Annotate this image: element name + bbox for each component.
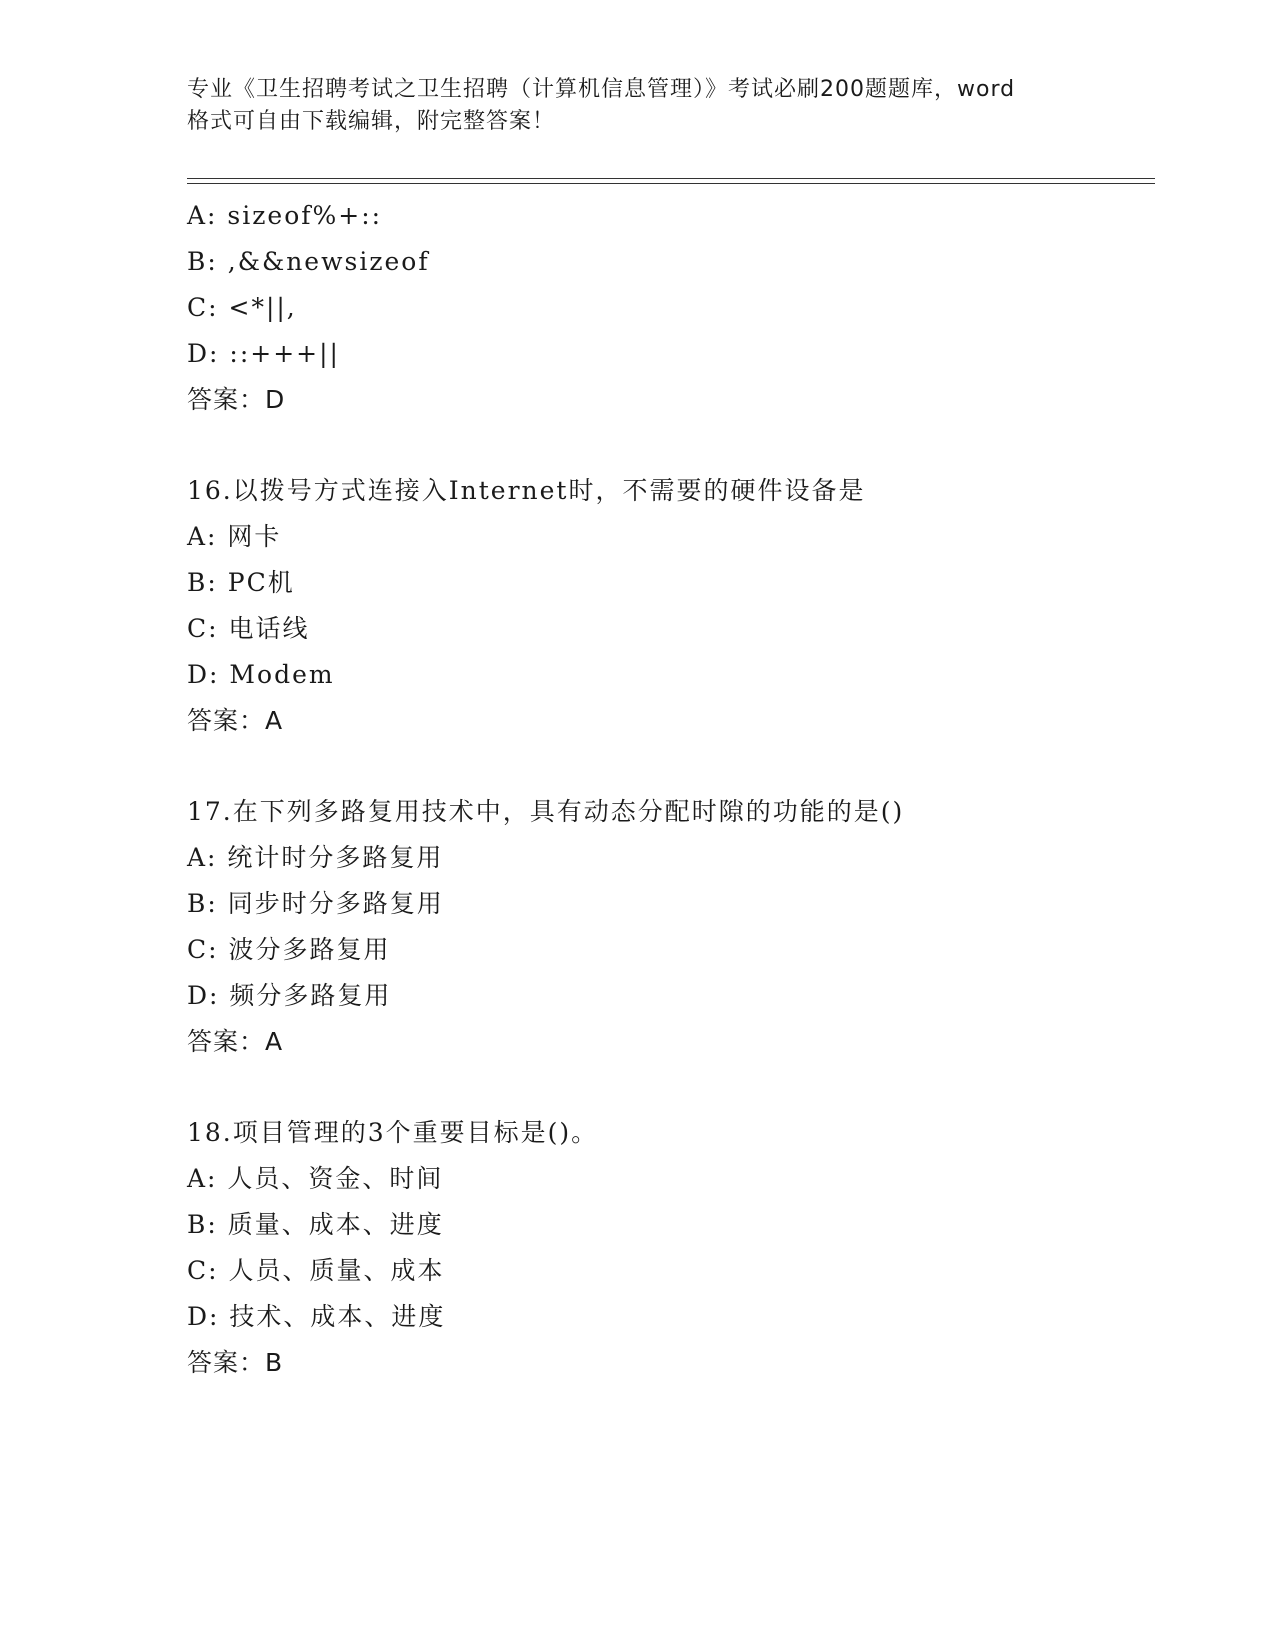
header-title-line-1: 专业《卫生招聘考试之卫生招聘（计算机信息管理）》考试必刷200题题库，word <box>187 77 1016 102</box>
q16-option-c: C: 电话线 <box>187 614 310 643</box>
question-16-block <box>187 468 1155 744</box>
q15-option-c: C: <*||, <box>187 293 297 322</box>
q15-option-b: B: ,&&newsizeof <box>187 247 430 276</box>
q16-option-b: B: PC机 <box>187 568 295 597</box>
q16-answer: 答案：A <box>187 706 284 735</box>
q17-question: 17.在下列多路复用技术中，具有动态分配时隙的功能的是() <box>187 797 905 826</box>
page-header <box>187 74 1087 138</box>
q18-option-a: A: 人员、资金、时间 <box>187 1164 444 1193</box>
question-list <box>187 193 1155 1386</box>
question-15-block <box>187 193 1155 423</box>
q18-answer: 答案：B <box>187 1348 284 1377</box>
question-18-block <box>187 1110 1155 1386</box>
q18-option-b: B: 质量、成本、进度 <box>187 1210 444 1239</box>
spacer <box>187 1065 1155 1110</box>
spacer <box>187 423 1155 468</box>
question-17-block <box>187 789 1155 1065</box>
q18-option-c: C: 人员、质量、成本 <box>187 1256 445 1285</box>
header-divider-bottom <box>187 183 1155 184</box>
header-divider-top <box>187 178 1155 179</box>
q17-option-d: D: 频分多路复用 <box>187 981 392 1010</box>
q18-option-d: D: 技术、成本、进度 <box>187 1302 446 1331</box>
q17-option-c: C: 波分多路复用 <box>187 935 391 964</box>
q15-option-d: D: ::+++|| <box>187 339 340 368</box>
q16-option-a: A: 网卡 <box>187 522 282 551</box>
q17-option-a: A: 统计时分多路复用 <box>187 843 444 872</box>
q16-question: 16.以拨号方式连接入Internet时，不需要的硬件设备是 <box>187 476 866 505</box>
q15-answer: 答案：D <box>187 385 286 414</box>
q17-answer: 答案：A <box>187 1027 284 1056</box>
q18-question: 18.项目管理的3个重要目标是()。 <box>187 1118 599 1147</box>
q17-option-b: B: 同步时分多路复用 <box>187 889 444 918</box>
header-title-line-2: 格式可自由下载编辑，附完整答案！ <box>187 109 556 134</box>
q15-option-a: A: sizeof%+:: <box>187 201 383 230</box>
q16-option-d: D: Modem <box>187 660 335 689</box>
spacer <box>187 744 1155 789</box>
